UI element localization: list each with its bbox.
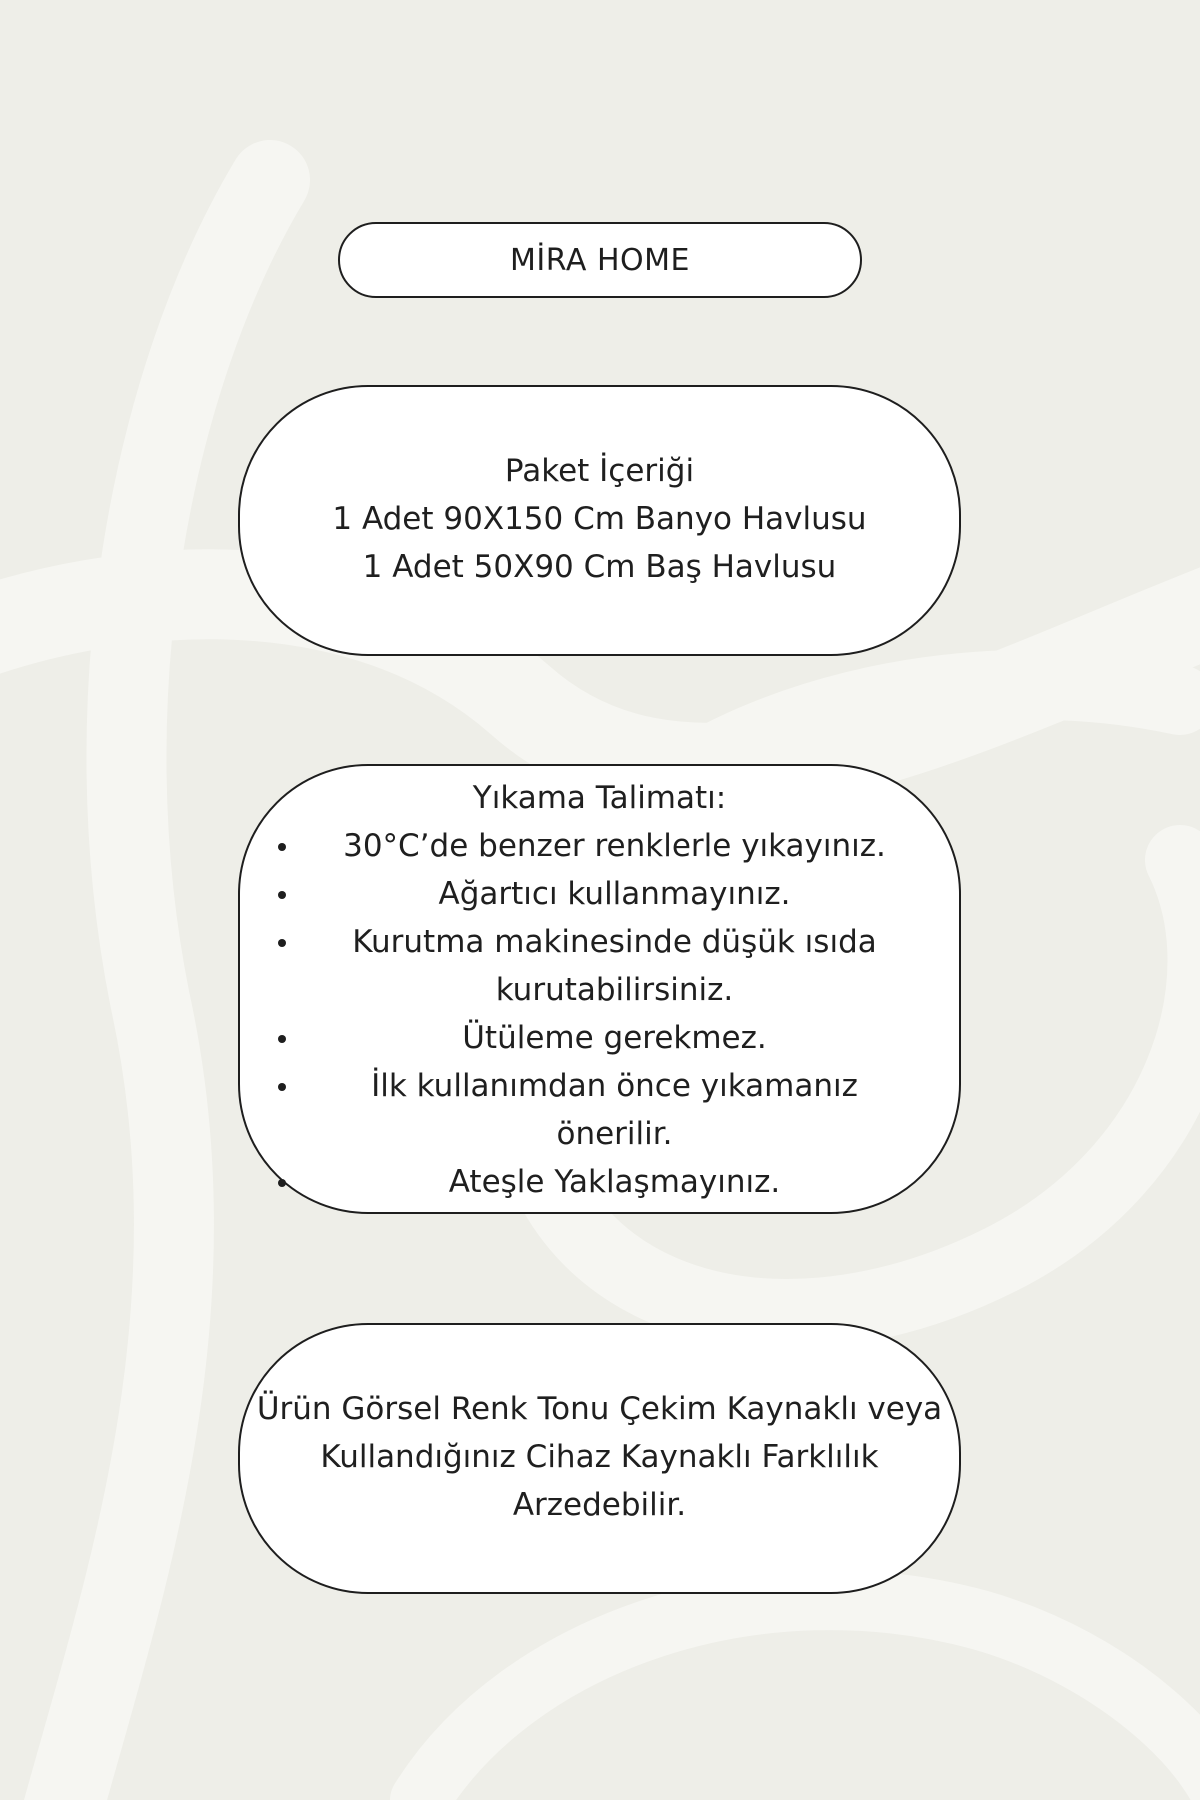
bullet-icon bbox=[278, 891, 286, 899]
bullet-icon bbox=[278, 939, 286, 947]
washing-item-text: 30°C’de benzer renklerle yıkayınız. bbox=[343, 828, 886, 864]
washing-list bbox=[240, 822, 959, 1206]
package-item-1: 1 Adet 90X150 Cm Banyo Havlusu bbox=[332, 501, 867, 537]
brand-badge bbox=[338, 222, 862, 298]
washing-item bbox=[240, 1014, 959, 1062]
washing-title: Yıkama Talimatı: bbox=[472, 780, 727, 816]
washing-item bbox=[240, 1062, 959, 1158]
washing-item-text: Ütüleme gerekmez. bbox=[462, 1020, 767, 1056]
package-contents-card bbox=[238, 385, 961, 656]
package-title: Paket İçeriği bbox=[504, 453, 695, 489]
washing-item-text: Kurutma makinesinde düşük ısıda kurutabilirsiniz. bbox=[352, 924, 877, 1008]
package-item-2: 1 Adet 50X90 Cm Baş Havlusu bbox=[362, 549, 837, 585]
bullet-icon bbox=[278, 1179, 286, 1187]
washing-instructions-card bbox=[238, 764, 961, 1214]
washing-item bbox=[240, 870, 959, 918]
color-disclaimer-card bbox=[238, 1323, 961, 1594]
washing-item-text: Ateşle Yaklaşmayınız. bbox=[448, 1164, 781, 1200]
bullet-icon bbox=[278, 843, 286, 851]
bullet-icon bbox=[278, 1035, 286, 1043]
brand-name: MİRA HOME bbox=[510, 242, 690, 278]
washing-item-text: İlk kullanımdan önce yıkamanız önerilir. bbox=[371, 1068, 858, 1152]
washing-item-text: Ağartıcı kullanmayınız. bbox=[438, 876, 791, 912]
washing-item bbox=[240, 822, 959, 870]
washing-item bbox=[240, 918, 959, 1014]
washing-item bbox=[240, 1158, 959, 1206]
color-disclaimer-text: Ürün Görsel Renk Tonu Çekim Kaynaklı veya Kullandığınız Cihaz Kaynaklı Farklılık Arzedebilir. bbox=[256, 1391, 943, 1523]
bullet-icon bbox=[278, 1083, 286, 1091]
